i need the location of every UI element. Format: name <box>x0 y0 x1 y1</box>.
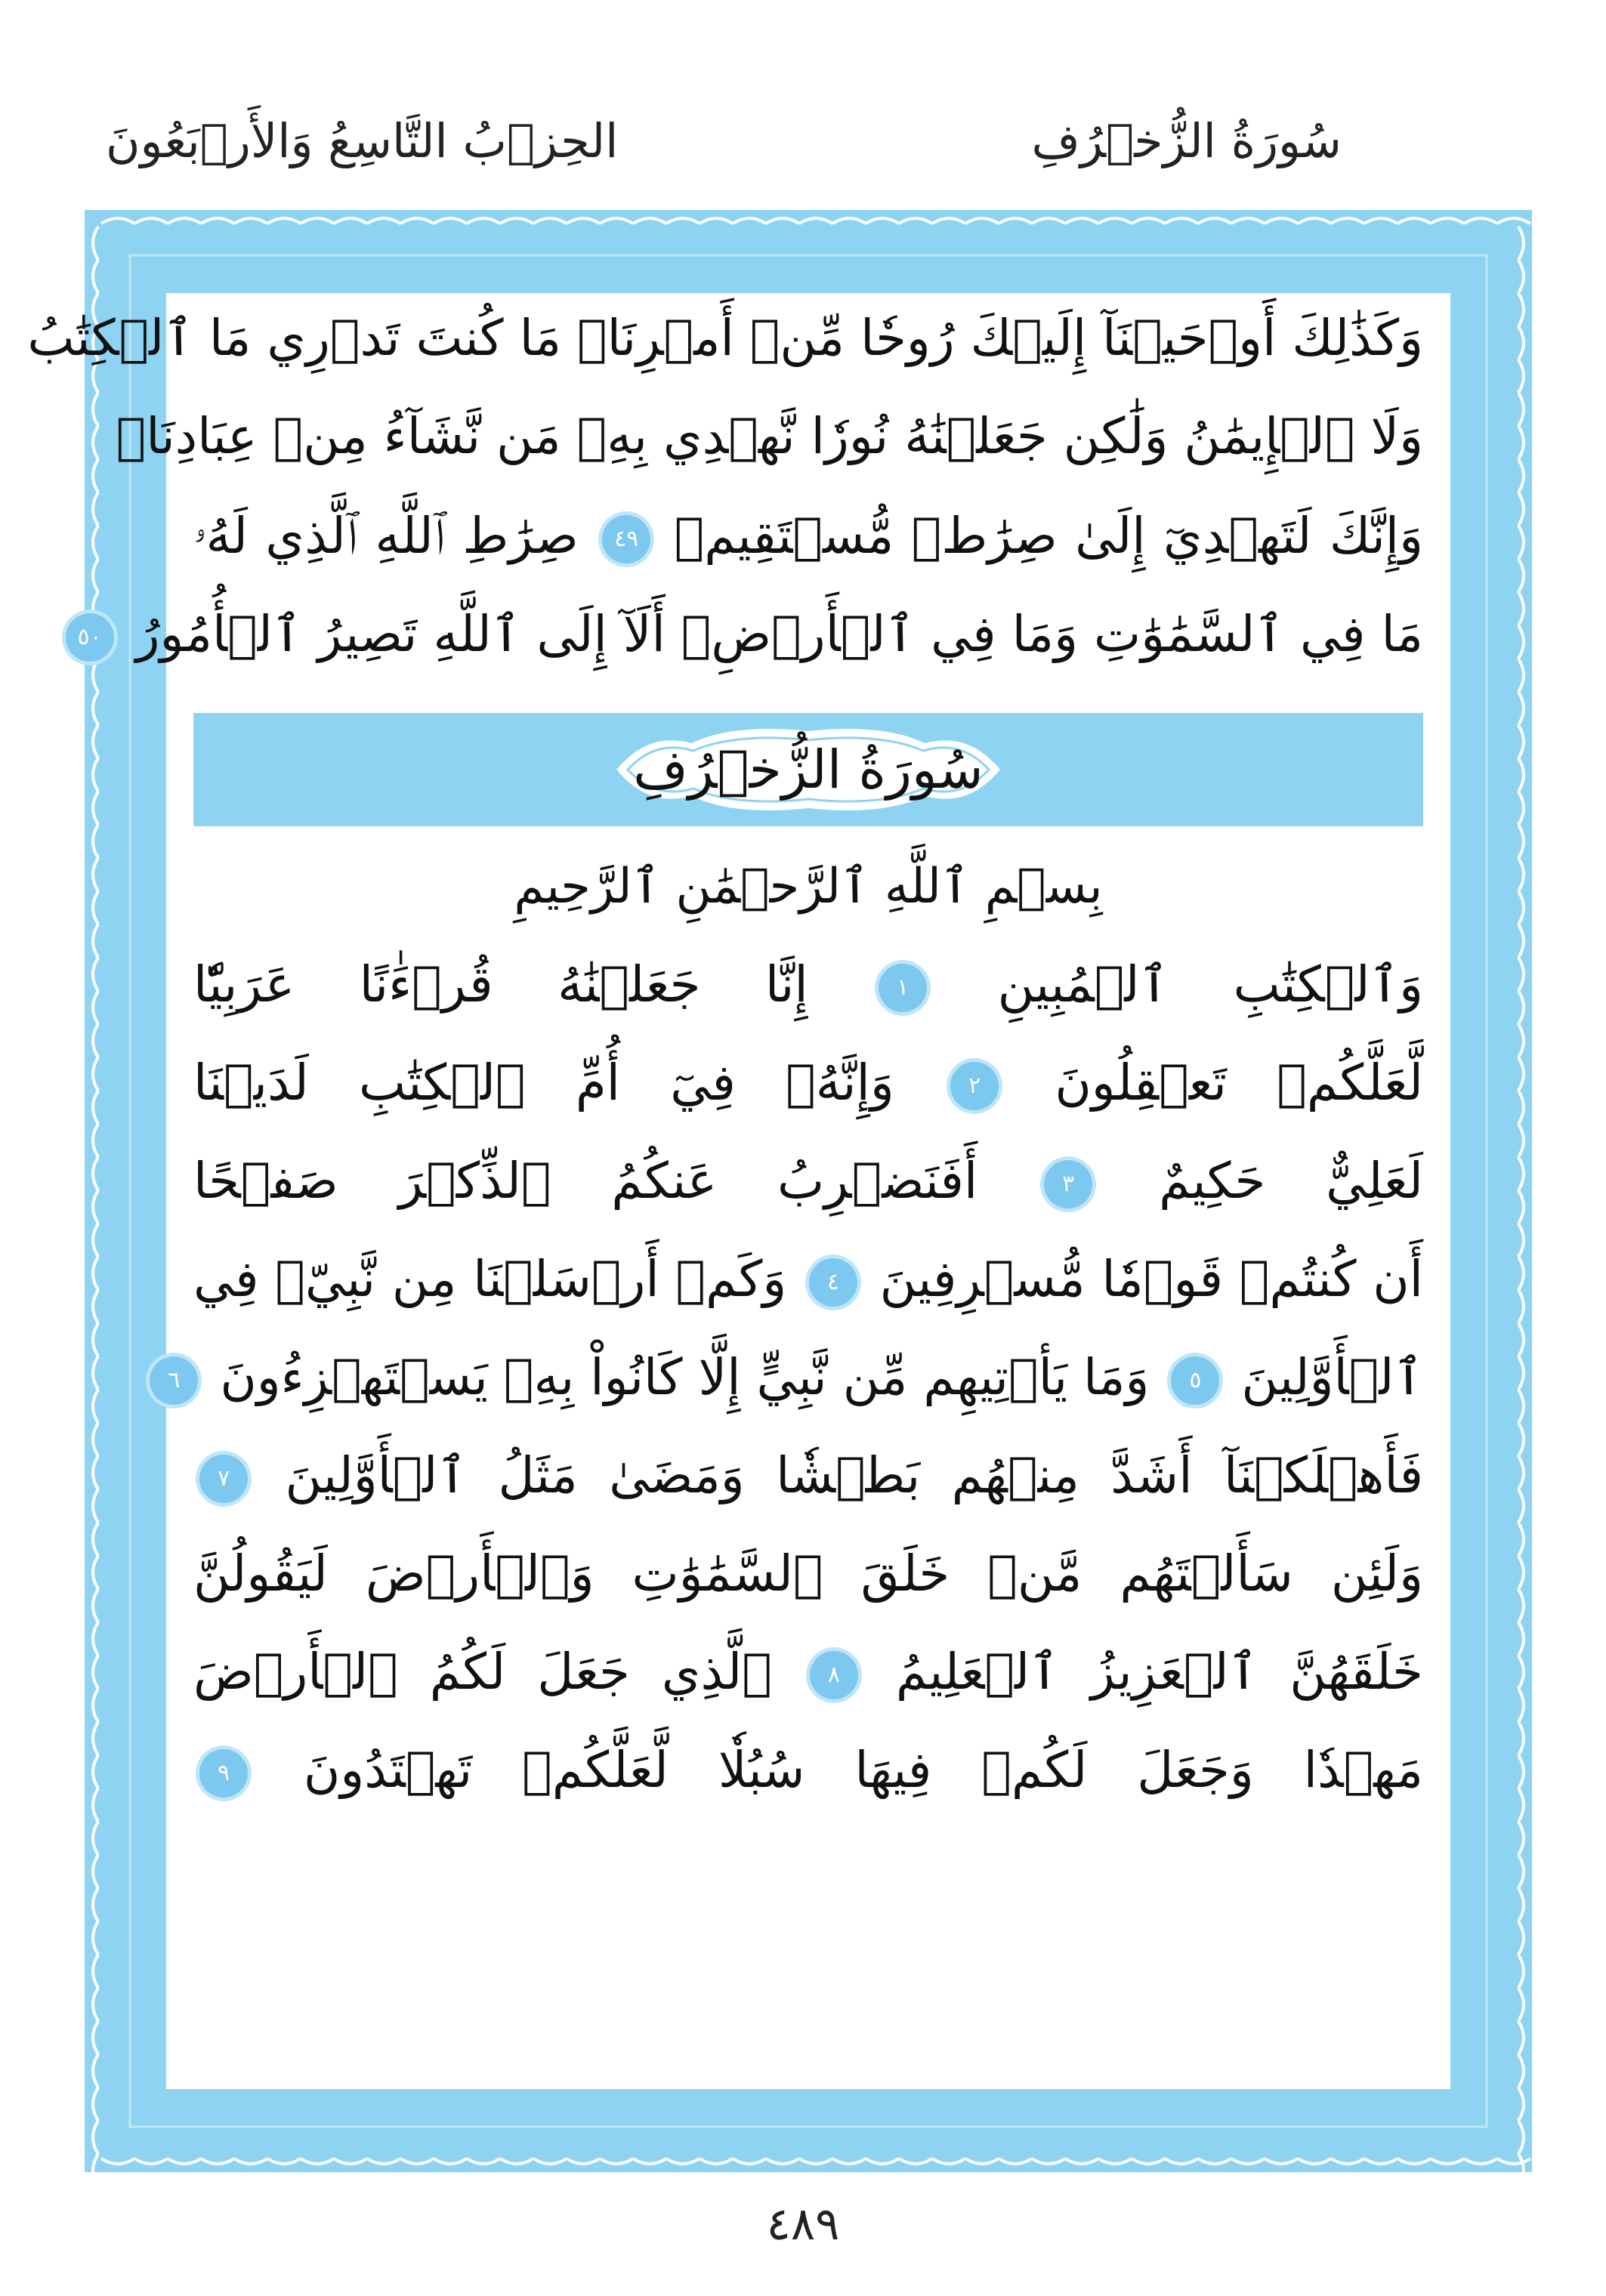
ayah-number-marker: ١ <box>879 964 927 1012</box>
ayah-number-marker: ٥ <box>1171 1356 1219 1405</box>
verse-line <box>116 391 1423 482</box>
basmala: بِسۡمِ ٱللَّهِ ٱلرَّحۡمَٰنِ ٱلرَّحِيمِ <box>514 859 1103 915</box>
verse-text: ٱلَّذِي جَعَلَ لَكُمُ ٱلۡأَرۡضَ <box>193 1643 772 1701</box>
verse-text: إِنَّا جَعَلۡنَٰهُ قُرۡءَٰنًا عَرَبِيّٗا <box>193 955 808 1014</box>
verse-line <box>193 1136 1423 1227</box>
header-surah-name: سُورَةُ الزُّخۡرُفِ <box>1031 113 1342 168</box>
verse-text: صِرَٰطِ ٱللَّهِ ٱلَّذِي لَهُۥ <box>193 507 579 565</box>
verse-text: أَن كُنتُمۡ قَوۡمٗا مُّسۡرِفِينَ <box>879 1250 1424 1308</box>
verse-line <box>193 940 1423 1030</box>
verse-text: وَلَئِن سَأَلۡتَهُم مَّنۡ خَلَقَ ٱلسَّمَٰوَٰتِ وَٱلۡأَرۡضَ لَيَقُولُنَّ <box>193 1545 1423 1603</box>
verse-line <box>193 1430 1423 1521</box>
quran-page-content <box>27 293 1450 2089</box>
verse-text: خَلَقَهُنَّ ٱلۡعَزِيزُ ٱلۡعَلِيمُ <box>895 1643 1423 1701</box>
verse-text: لَعَلِيٌّ حَكِيمٌ <box>1159 1152 1423 1210</box>
verse-line <box>168 1332 1423 1423</box>
verse-line <box>193 1627 1423 1717</box>
verse-text: أَفَنَضۡرِبُ عَنكُمُ ٱلذِّكۡرَ صَفۡحًا <box>193 1152 978 1210</box>
ayah-number-marker: ٦ <box>150 1356 198 1405</box>
surah-title: سُورَةُ الزُّخۡرُفِ <box>633 739 984 801</box>
verse-line <box>193 1725 1423 1816</box>
verse-text: وَٱلۡكِتَٰبِ ٱلۡمُبِينِ <box>997 955 1424 1014</box>
verse-text: فَأَهۡلَكۡنَآ أَشَدَّ مِنۡهُم بَطۡشٗا وَمَضَىٰ مَثَلُ ٱلۡأَوَّلِينَ <box>285 1446 1423 1504</box>
verse-text: وَإِنَّكَ لَتَهۡدِيٓ إِلَىٰ صِرَٰطٖ مُّسۡتَقِيمٖ <box>674 507 1424 565</box>
verse-text: مَهۡدٗا وَجَعَلَ لَكُمۡ فِيهَا سُبُلٗا لَّعَلَّكُمۡ تَهۡتَدُونَ <box>303 1741 1423 1799</box>
page-number: ٤٨٩ <box>766 2198 840 2251</box>
verse-text: وَكَذَٰلِكَ أَوۡحَيۡنَآ إِلَيۡكَ رُوحٗا مِّنۡ أَمۡرِنَاۚ مَا كُنتَ تَدۡرِي مَا ٱلۡكِتَٰبُ <box>27 309 1423 367</box>
ayah-number-marker: ٥٠ <box>66 613 114 662</box>
verse-text: وَكَمۡ أَرۡسَلۡنَا مِن نَّبِيّٖ فِي <box>193 1250 787 1308</box>
ayah-number-marker: ٧ <box>199 1455 248 1503</box>
verse-text: وَمَا يَأۡتِيهِم مِّن نَّبِيٍّ إِلَّا كَانُواْ بِهِۦ يَسۡتَهۡزِءُونَ <box>220 1348 1150 1406</box>
verse-line <box>27 293 1423 384</box>
ayah-number-marker: ٢ <box>950 1062 999 1110</box>
ayah-number-marker: ٨ <box>810 1651 858 1699</box>
verse-line <box>193 1234 1423 1325</box>
verse-text: وَإِنَّهُۥ فِيٓ أُمِّ ٱلۡكِتَٰبِ لَدَيۡنَا <box>193 1054 894 1112</box>
ayah-number-marker: ٩ <box>199 1749 248 1798</box>
verse-line <box>193 1529 1423 1619</box>
verse-line <box>193 1038 1423 1128</box>
surah-title-banner <box>193 713 1423 826</box>
verse-line <box>77 589 1423 680</box>
verse-line <box>193 491 1423 582</box>
verse-text: وَلَا ٱلۡإِيمَٰنُ وَلَٰكِن جَعَلۡنَٰهُ نُورٗا نَّهۡدِي بِهِۦ مَن نَّشَآءُ مِنۡ عِبَادِنَاۚ <box>116 407 1423 465</box>
ayah-number-marker: ٤٩ <box>602 515 650 563</box>
header-hizb-name: الحِزۡبُ التَّاسِعُ وَالأَرۡبَعُونَ <box>106 113 619 168</box>
ayah-number-marker: ٣ <box>1044 1160 1092 1208</box>
verse-text: ٱلۡأَوَّلِينَ <box>1241 1348 1423 1406</box>
verse-text: مَا فِي ٱلسَّمَٰوَٰتِ وَمَا فِي ٱلۡأَرۡضِۗ أَلَآ إِلَى ٱللَّهِ تَصِيرُ ٱلۡأُمُورُ <box>135 605 1423 663</box>
page-frame <box>27 210 1532 2172</box>
ayah-number-marker: ٤ <box>809 1258 857 1307</box>
verse-text: لَّعَلَّكُمۡ تَعۡقِلُونَ <box>1055 1054 1424 1112</box>
